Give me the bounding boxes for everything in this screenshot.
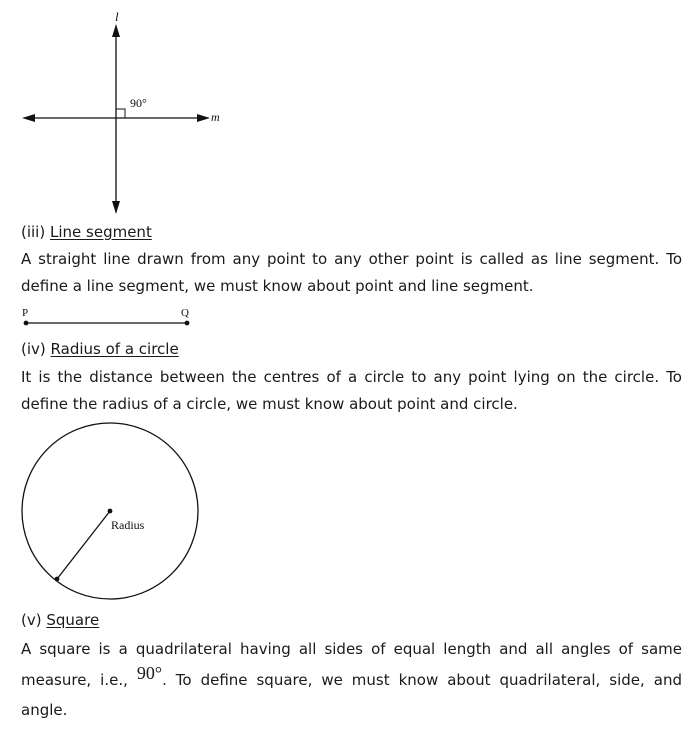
section-iv-number: (iv): [21, 340, 46, 358]
line-l-arrow-up: [112, 24, 120, 37]
section-v-number: (v): [21, 611, 42, 629]
radius-label: Radius: [111, 518, 145, 532]
line-m-label: m: [211, 110, 220, 124]
line-l-label: l: [115, 9, 119, 24]
point-p-label: P: [22, 307, 29, 319]
section-iii-number: (iii): [21, 223, 46, 241]
section-v-text-part2: . To define square, we must know about quadrilateral, side, and angle.: [21, 671, 682, 719]
section-iii-heading: [21, 223, 152, 241]
section-iii-paragraph: A straight line drawn from any point to any other point is called as line segment. To define a line segment, we must know about point and line segment.: [21, 250, 682, 295]
section-iv-heading: [21, 340, 179, 358]
angle-label: 90°: [130, 96, 147, 110]
section-v-text-part1: A square is a quadrilateral having all sides of equal length and all angles of same measure, i.e.,: [21, 640, 682, 689]
radius-line: [57, 511, 110, 579]
point-q: [185, 321, 190, 326]
perpendicular-lines-figure: [0, 0, 240, 220]
section-iii-title: Line segment: [50, 223, 152, 241]
section-iv-paragraph: It is the distance between the centres of a circle to any point lying on the circle. To define the radius of a circle, we must know about point and circle.: [21, 368, 682, 413]
section-v-heading: [21, 611, 99, 629]
line-m-arrow-right: [197, 114, 210, 122]
point-q-label: Q: [181, 307, 189, 319]
line-l-arrow-down: [112, 201, 120, 214]
section-v-title: Square: [46, 611, 100, 629]
circle-radius-figure: [0, 415, 220, 595]
section-v-paragraph: [21, 634, 682, 725]
line-segment-figure: [0, 300, 220, 330]
circumference-point: [55, 577, 60, 582]
section-iv-title: Radius of a circle: [50, 340, 179, 358]
right-angle-mark: [116, 109, 125, 118]
angle-value: 90°: [136, 663, 163, 683]
line-m-arrow-left: [22, 114, 35, 122]
center-point: [108, 509, 113, 514]
point-p: [24, 321, 29, 326]
